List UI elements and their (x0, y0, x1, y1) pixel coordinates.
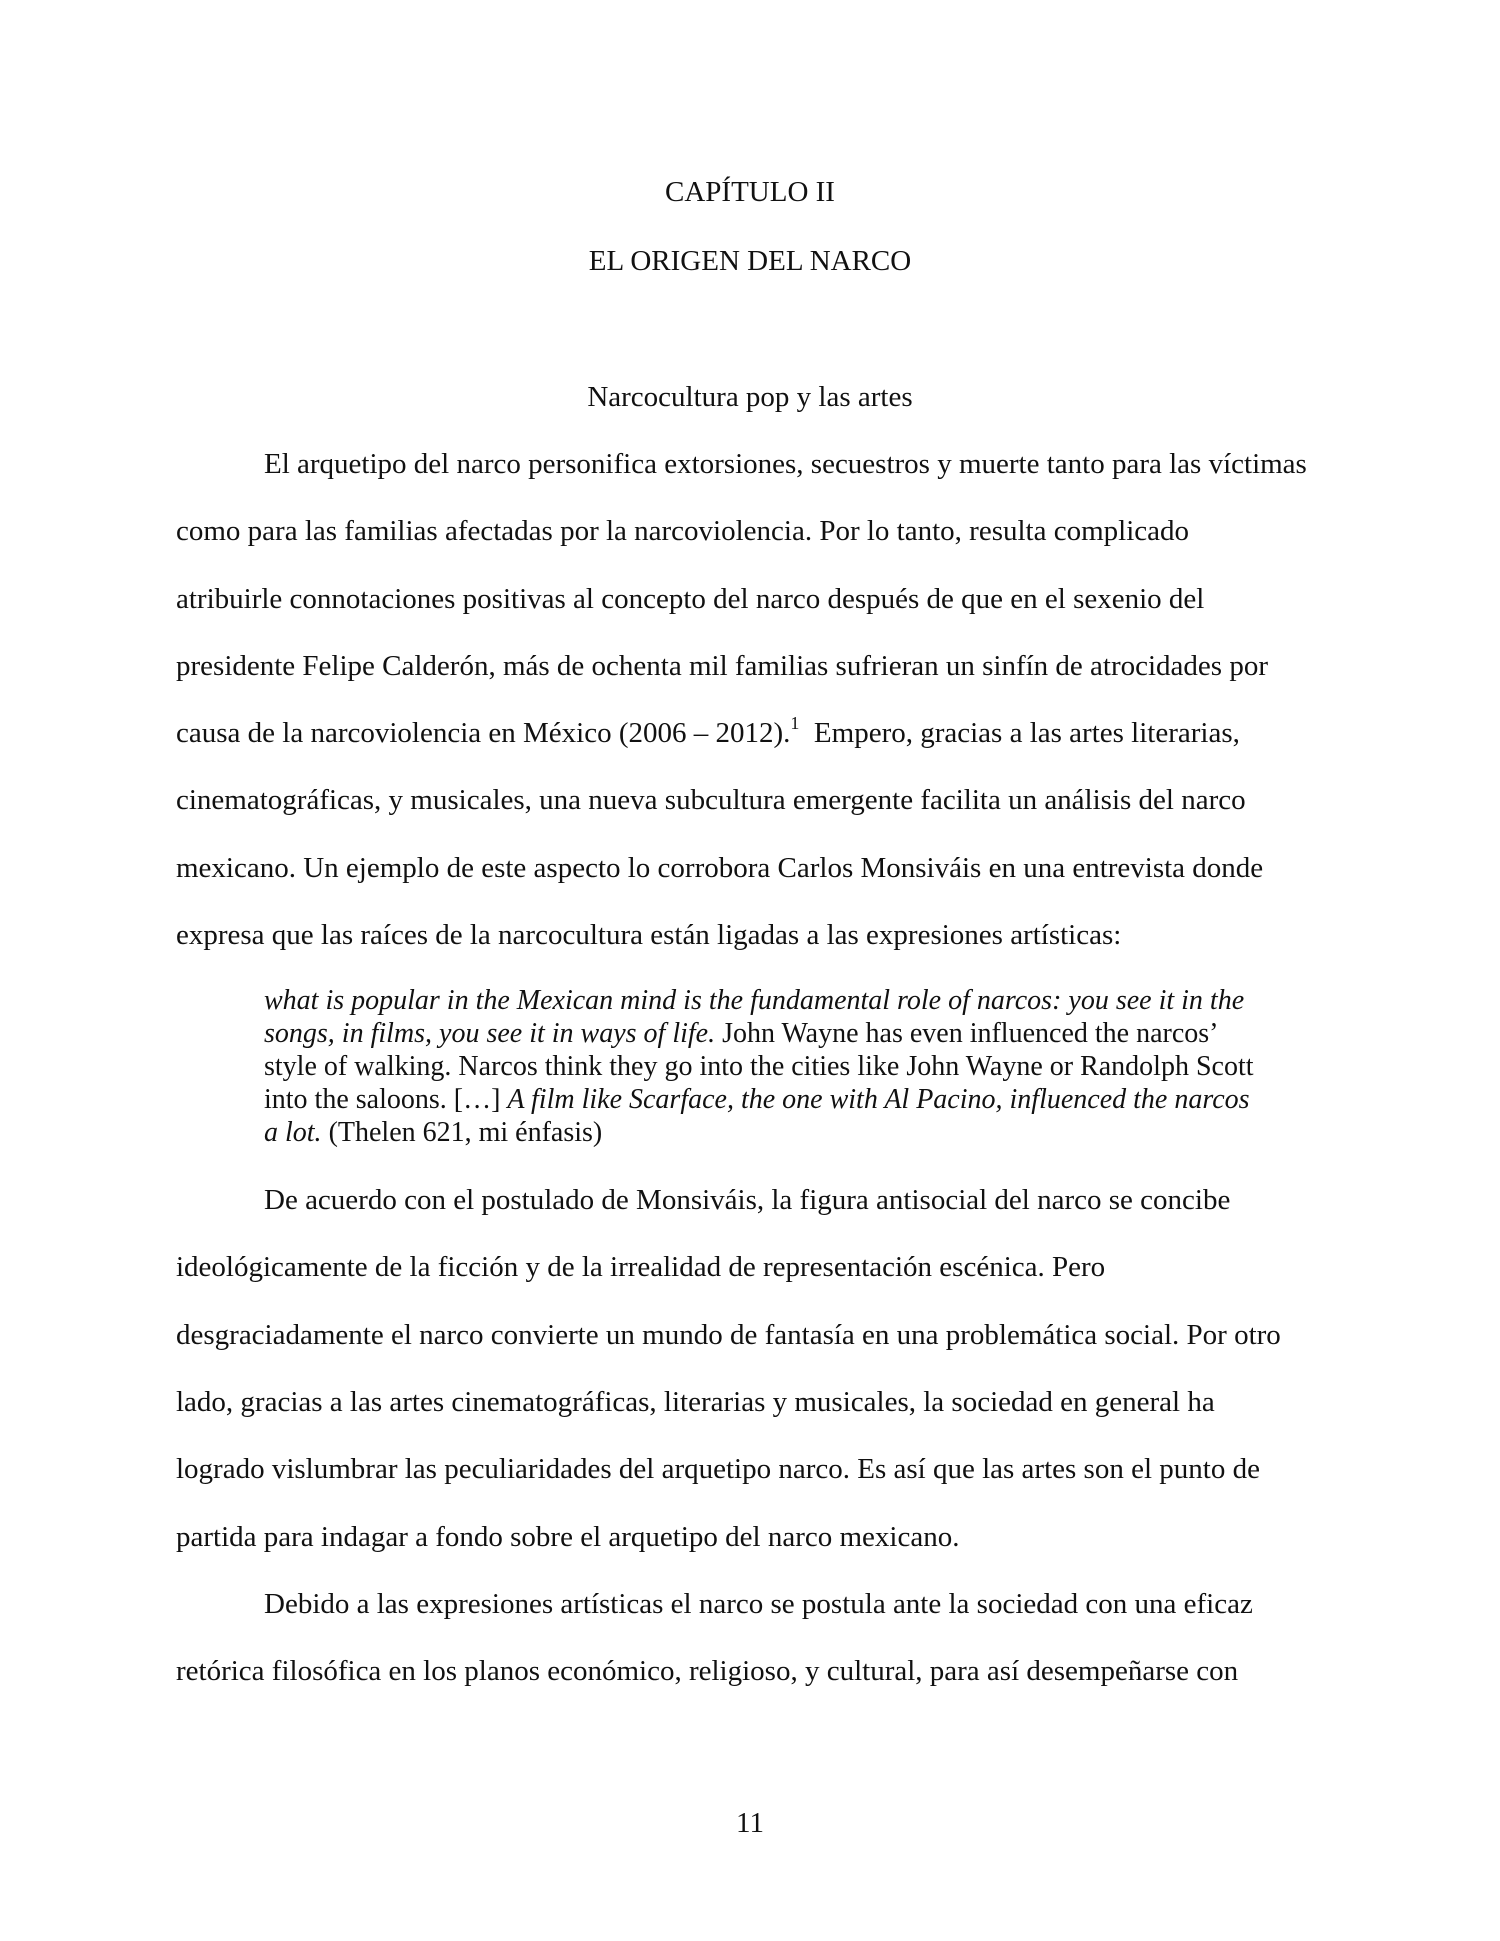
quote-line (264, 1017, 1218, 1050)
paragraph-line: partida para indagar a fondo sobre el arquetipo del narco mexicano. (176, 1521, 960, 1553)
quote-text: John Wayne has even influenced the narcos’ (715, 1018, 1219, 1049)
quote-emphasis: songs, in films, you see it in ways of life. (264, 1018, 716, 1049)
chapter-title: EL ORIGEN DEL NARCO (588, 245, 912, 277)
quote-line (264, 1083, 1250, 1116)
paragraph-line: logrado vislumbrar las peculiaridades del arquetipo narco. Es así que las artes son el punto de (176, 1453, 1260, 1485)
paragraph-line: atribuirle connotaciones positivas al concepto del narco después de que en el sexenio del (176, 583, 1205, 615)
paragraph-line: como para las familias afectadas por la narcoviolencia. Por lo tanto, resulta complicado (176, 515, 1190, 547)
paragraph-line: El arquetipo del narco personifica extorsiones, secuestros y muerte tanto para las víctimas (264, 448, 1307, 480)
quote-line: style of walking. Narcos think they go into the cities like John Wayne or Randolph Scott (264, 1051, 1254, 1082)
chapter-number: CAPÍTULO II (665, 176, 835, 208)
paragraph-line: ideológicamente de la ficción y de la irrealidad de representación escénica. Pero (176, 1251, 1106, 1283)
quote-emphasis: a lot. (264, 1117, 322, 1148)
paragraph-line: presidente Felipe Calderón, más de ochenta mil familias sufrieran un sinfín de atrocidades por (176, 650, 1268, 682)
quote-emphasis: A film like Scarface, the one with Al Pacino, influenced the narcos (507, 1084, 1250, 1115)
paragraph-line (176, 713, 1240, 750)
paragraph-line: Debido a las expresiones artísticas el narco se postula ante la sociedad con una eficaz (264, 1588, 1253, 1620)
citation: (Thelen 621, mi énfasis) (321, 1117, 603, 1148)
paragraph-line: lado, gracias a las artes cinematográficas, literarias y musicales, la sociedad en general ha (176, 1386, 1215, 1418)
paragraph-line: cinematográficas, y musicales, una nueva subcultura emergente facilita un análisis del narco (176, 784, 1246, 816)
page-number: 11 (736, 1807, 764, 1839)
footnote-reference[interactable]: 1 (790, 713, 800, 734)
paragraph-text: causa de la narcoviolencia en México (2006 – 2012). (176, 717, 791, 749)
paragraph-line: expresa que las raíces de la narcocultura están ligadas a las expresiones artísticas: (176, 919, 1122, 951)
section-heading: Narcocultura pop y las artes (587, 381, 913, 413)
quote-emphasis: what is popular in the Mexican mind is the fundamental role of narcos: you see it in the (264, 985, 1245, 1016)
paragraph-text: Empero, gracias a las artes literarias, (799, 717, 1240, 749)
quote-line (264, 984, 1244, 1017)
paragraph-line: mexicano. Un ejemplo de este aspecto lo corrobora Carlos Monsiváis en una entrevista donde (176, 852, 1264, 884)
quote-text: into the saloons. […] (264, 1084, 508, 1115)
quote-line (264, 1116, 602, 1149)
paragraph-line: retórica filosófica en los planos económico, religioso, y cultural, para así desempeñarse con (176, 1655, 1239, 1687)
paragraph-line: De acuerdo con el postulado de Monsiváis, la figura antisocial del narco se concibe (264, 1184, 1231, 1216)
paragraph-line: desgraciadamente el narco convierte un mundo de fantasía en una problemática social. Por otro (176, 1319, 1281, 1351)
